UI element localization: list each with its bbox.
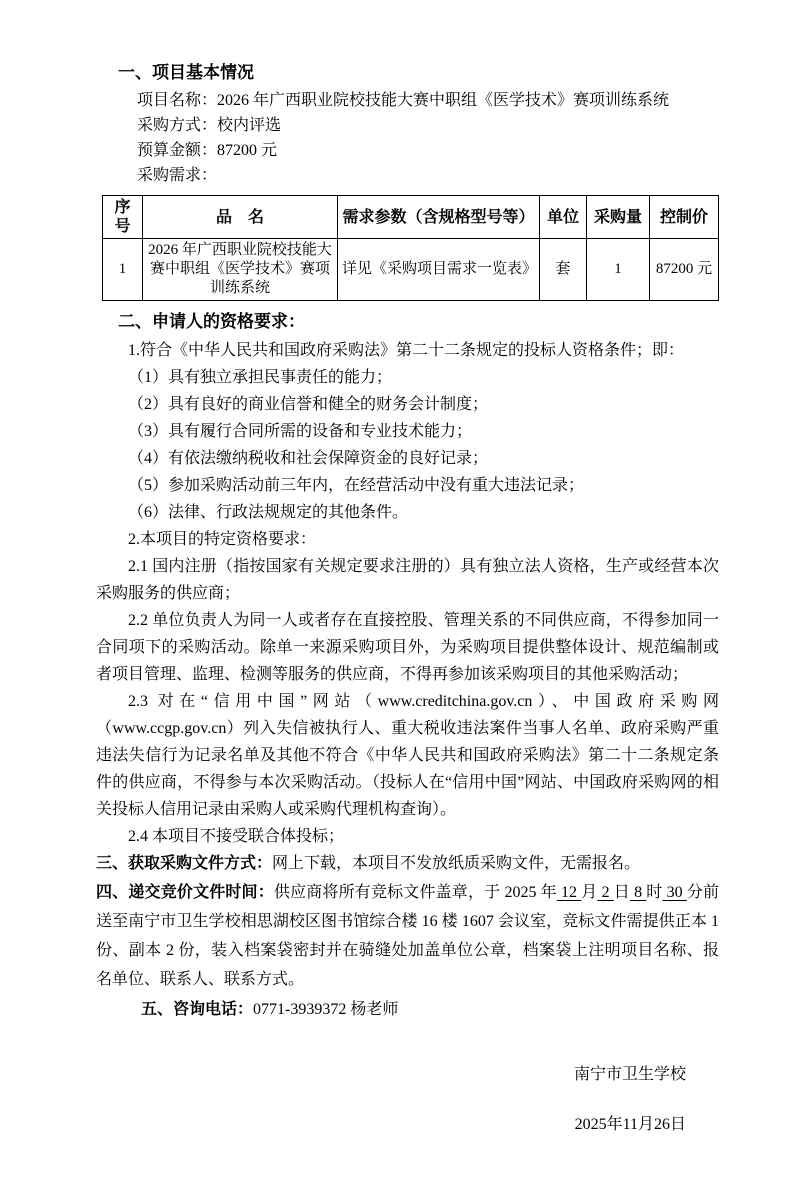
qualification-item-6: （6）法律、行政法规规定的其他条件。: [128, 504, 409, 521]
section3-paragraph: [96, 850, 719, 878]
specific-qualification-2-3: 2.3 对在“信用中国”网站（www.creditchina.gov.cn）、中国政府采购网（www.ccgp.gov.cn）列入失信被执行人、重大税收违法案件当事人名单、政府采购严重违法失信行为记录名单及其他不符合《中华人民共和国政府采购法》第二十二条规定条件的供应商，不得参与本次采购活动。（投标人在“信用中国”网站、中国政府采购网的相关投标人信用记录由采购人或采购代理机构查询）。: [96, 693, 719, 818]
header-seq: 序号: [103, 196, 143, 239]
cell-params: 详见《采购项目需求一览表》: [338, 239, 540, 301]
section3-label: 三、获取采购文件方式：: [96, 855, 273, 872]
section1-heading: 一、项目基本情况: [118, 63, 254, 82]
deadline-hour-value: 8: [629, 884, 647, 901]
qualification-item-4: （4）有依法缴纳税收和社会保障资金的良好记录；: [128, 450, 489, 467]
header-params: 需求参数（含规格型号等）: [338, 196, 540, 239]
procurement-method-line: 采购方式：校内评选: [137, 117, 282, 134]
deadline-month-value: 12: [556, 884, 582, 901]
table-header-row: [103, 196, 719, 239]
specific-qualification-heading: 2.本项目的特定资格要求：: [128, 531, 317, 548]
specific-qualification-2-4: 2.4 本项目不接受联合体投标；: [128, 828, 345, 845]
procurement-requirements-table: [102, 195, 719, 301]
month-unit-label: 月: [581, 884, 598, 901]
header-control-price: 控制价: [650, 196, 719, 239]
day-unit-label: 日: [613, 884, 630, 901]
cell-unit: 套: [540, 239, 587, 301]
specific-qualification-2-1: 2.1 国内注册（指按国家有关规定要求注册的）具有独立法人资格，生产或经营本次采购服务的供应商；: [96, 558, 719, 602]
contact-phone-line: [96, 996, 719, 1024]
table-row: [103, 239, 719, 301]
qualification-item-5: （5）参加采购活动前三年内，在经营活动中没有重大违法记录；: [128, 477, 585, 494]
cell-seq: 1: [103, 239, 143, 301]
cell-quantity: 1: [587, 239, 650, 301]
organization-name: 南宁市卫生学校: [573, 1066, 686, 1083]
section4-text-after: 分前送至南宁市卫生学校相思湖校区图书馆综合楼 16 楼 1607 会议室，竞标文件需提供正本 1 份、副本 2 份，装入档案袋密封并在骑缝处加盖单位公章，档案袋上注明项目名称、报名单位、联系人、联系方式。: [96, 884, 720, 988]
header-unit: 单位: [540, 196, 587, 239]
qualification-item-2: （2）具有良好的商业信誉和健全的财务会计制度；: [128, 396, 489, 413]
section5-label: 五、咨询电话：: [141, 1001, 254, 1018]
document-date: 2025年11月26日: [574, 1116, 686, 1133]
specific-qualification-2-2: 2.2 单位负责人为同一人或者存在直接控股、管理关系的不同供应商，不得参加同一合同项下的采购活动。除单一来源采购项目外，为采购项目提供整体设计、规范编制或者项目管理、监理、检测等服务的供应商，不得再参加该采购项目的其他采购活动；: [96, 612, 719, 683]
qualification-paragraph: 1.符合《中华人民共和国政府采购法》第二十二条规定的投标人资格条件；即：: [128, 342, 685, 359]
hour-unit-label: 时: [646, 884, 663, 901]
budget-line: 预算金额：87200 元: [137, 142, 278, 159]
deadline-day-value: 2: [597, 884, 614, 901]
section3-text: 网上下载，本项目不发放纸质采购文件，无需报名。: [272, 855, 641, 872]
qualification-item-1: （1）具有独立承担民事责任的能力；: [128, 369, 393, 386]
project-name-line: 项目名称：2026 年广西职业院校技能大赛中职组《医学技术》赛项训练系统: [137, 92, 670, 109]
header-quantity: 采购量: [587, 196, 650, 239]
requirement-label-line: 采购需求：: [137, 167, 218, 184]
cell-item-name: 2026 年广西职业院校技能大赛中职组《医学技术》赛项训练系统: [143, 239, 338, 301]
cell-control-price: 87200 元: [650, 239, 719, 301]
qualification-item-3: （3）具有履行合同所需的设备和专业技术能力；: [128, 423, 473, 440]
section4-paragraph: [96, 878, 719, 994]
section2-heading: 二、申请人的资格要求：: [118, 312, 305, 331]
deadline-minute-value: 30: [662, 884, 687, 901]
contact-phone-value: 0771-3939372 杨老师: [253, 1001, 399, 1018]
header-item-name: 品 名: [143, 196, 338, 239]
signature-block: [96, 1062, 719, 1137]
section4-text-before: 供应商将所有竞标文件盖章，于 2025 年: [273, 884, 557, 901]
section4-label: 四、递交竞价文件时间：: [96, 884, 274, 901]
